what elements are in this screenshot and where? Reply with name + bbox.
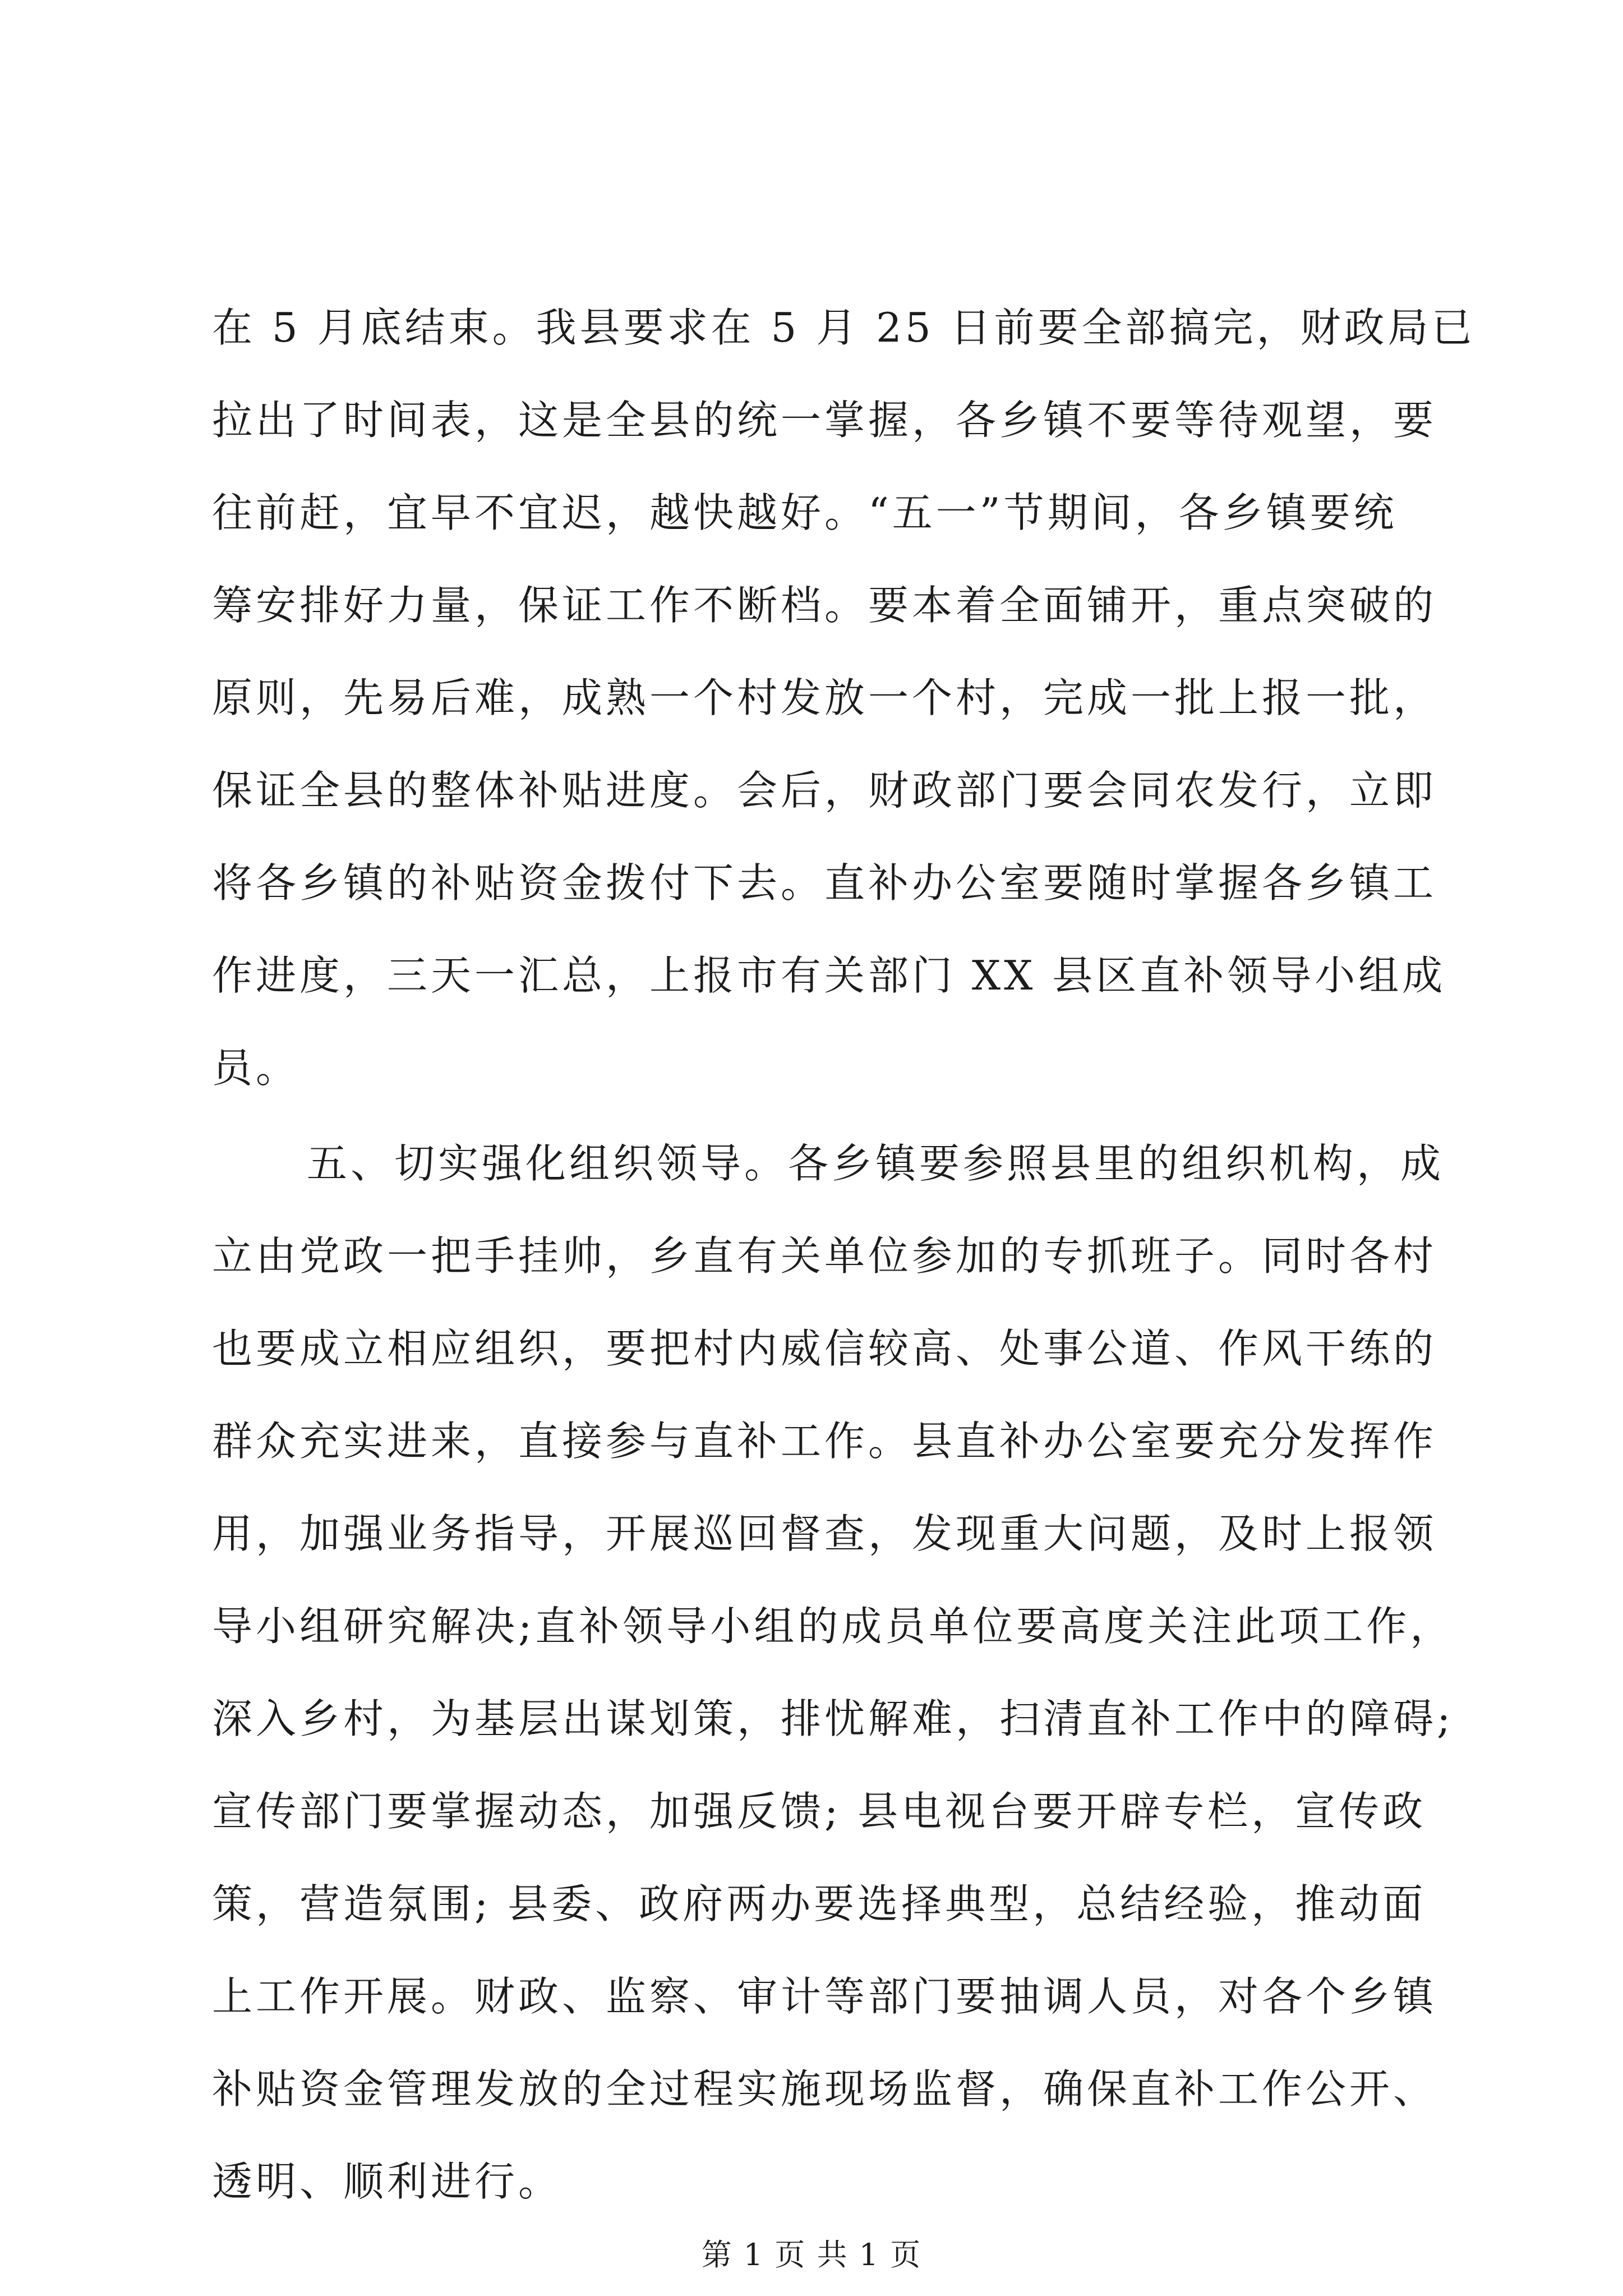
text-line-content: 筹安排好力量，保证工作不断档。要本着全面铺开，重点突破的 (212, 582, 1437, 629)
text-line-content: 立由党政一把手挂帅，乡直有关单位参加的专抓班子。同时各村 (212, 1232, 1437, 1280)
text-line-content: 上工作开展。财政、监察、审计等部门要抽调人员，对各个乡镇 (212, 1973, 1437, 2020)
text-line (0, 849, 1623, 917)
text-line (0, 942, 1623, 1009)
text-line-content: 将各乡镇的补贴资金拨付下去。直补办公室要随时掌握各乡镇工 (212, 859, 1437, 907)
text-line-content: 拉出了时间表，这是全县的统一掌握，各乡镇不要等待观望，要 (212, 397, 1437, 444)
page-footer: 第 1 页 共 1 页 (701, 2237, 922, 2272)
text-line (0, 2055, 1623, 2123)
text-line (0, 1870, 1623, 1938)
paragraph-first-line (0, 1130, 1623, 1197)
text-line (0, 1685, 1623, 1752)
text-line (0, 1222, 1623, 1290)
text-line-content: 也要成立相应组织，要把村内威信较高、处事公道、作风干练的 (212, 1325, 1437, 1372)
text-line (0, 664, 1623, 731)
text-line (0, 1407, 1623, 1475)
text-line (0, 2148, 1623, 2215)
text-line-content: 导小组研究解决;直补领导小组的成员单位要高度关注此项工作， (212, 1603, 1454, 1650)
text-line (0, 1034, 1623, 1102)
text-line (0, 386, 1623, 454)
text-line (0, 1963, 1623, 2030)
text-line (0, 1593, 1623, 1660)
text-line-content: 往前赶，宜早不宜迟，越快越好。“五一”节期间，各乡镇要统 (212, 489, 1398, 536)
text-line-content: 策，营造氛围; 县委、政府两办要选择典型，总结经验，推动面 (212, 1880, 1427, 1927)
text-line-content: 员。 (212, 1045, 300, 1092)
text-line-content: 透明、顺利进行。 (212, 2158, 562, 2205)
text-line-content: 原则，先易后难，成熟一个村发放一个村，完成一批上报一批， (212, 674, 1437, 721)
text-line-content: 保证全县的整体补贴进度。会后，财政部门要会同农发行，立即 (212, 767, 1437, 814)
text-line-content: 五、切实强化组织领导。各乡镇要参照县里的组织机构，成 (307, 1140, 1445, 1187)
text-line (0, 1778, 1623, 1845)
text-line-content: 用，加强业务指导，开展巡回督查，发现重大问题，及时上报领 (212, 1510, 1437, 1557)
text-line-content: 作进度，三天一汇总，上报市有关部门 XX 县区直补领导小组成 (212, 952, 1446, 999)
text-line-content: 群众充实进来，直接参与直补工作。县直补办公室要充分发挥作 (212, 1418, 1437, 1465)
text-line (0, 1500, 1623, 1567)
text-line (0, 294, 1623, 361)
text-line (0, 572, 1623, 639)
text-line (0, 1315, 1623, 1382)
text-line (0, 479, 1623, 546)
text-line (0, 757, 1623, 824)
text-line-content: 宣传部门要掌握动态，加强反馈; 县电视台要开辟专栏，宣传政 (212, 1788, 1427, 1835)
text-line-content: 在 5 月底结束。我县要求在 5 月 25 日前要全部搞完，财政局已 (212, 304, 1476, 351)
text-line-content: 补贴资金管理发放的全过程实施现场监督，确保直补工作公开、 (212, 2065, 1437, 2113)
text-line-content: 深入乡村，为基层出谋划策，排忧解难，扫清直补工作中的障碍; (212, 1695, 1454, 1742)
